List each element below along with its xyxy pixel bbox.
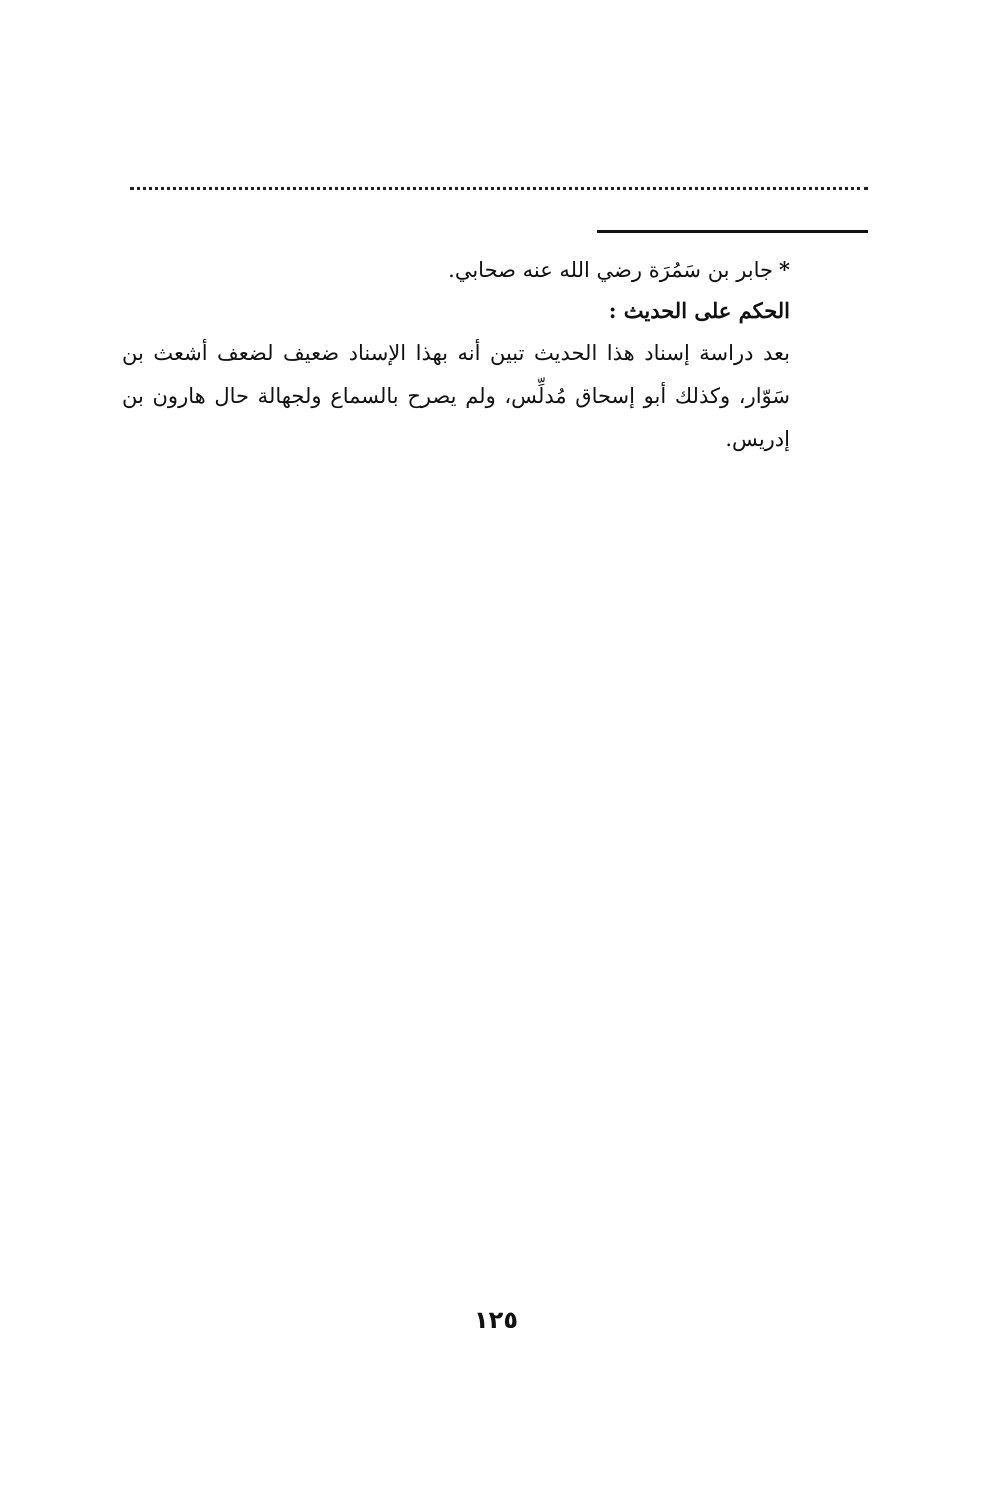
bullet-marker: * — [779, 257, 790, 282]
ruling-paragraph: بعد دراسة إسناد هذا الحديث تبين أنه بهذا الإسناد ضعيف لضعف أشعث بن سَوّار، وكذلك أبو إسحاق مُدلِّس، ولم يصرح بالسماع ولجهالة حال هارون بن إدريس. — [122, 341, 790, 451]
narrator-note — [122, 250, 790, 290]
section-rule — [597, 230, 868, 233]
page-body — [122, 250, 790, 461]
narrator-note-text: جابر بن سَمُرَة رضي الله عنه صحابي. — [448, 258, 774, 282]
dotted-separator — [130, 187, 868, 190]
ruling-heading: الحكم على الحديث : — [608, 298, 790, 323]
page-number: ١٢٥ — [474, 1306, 518, 1334]
